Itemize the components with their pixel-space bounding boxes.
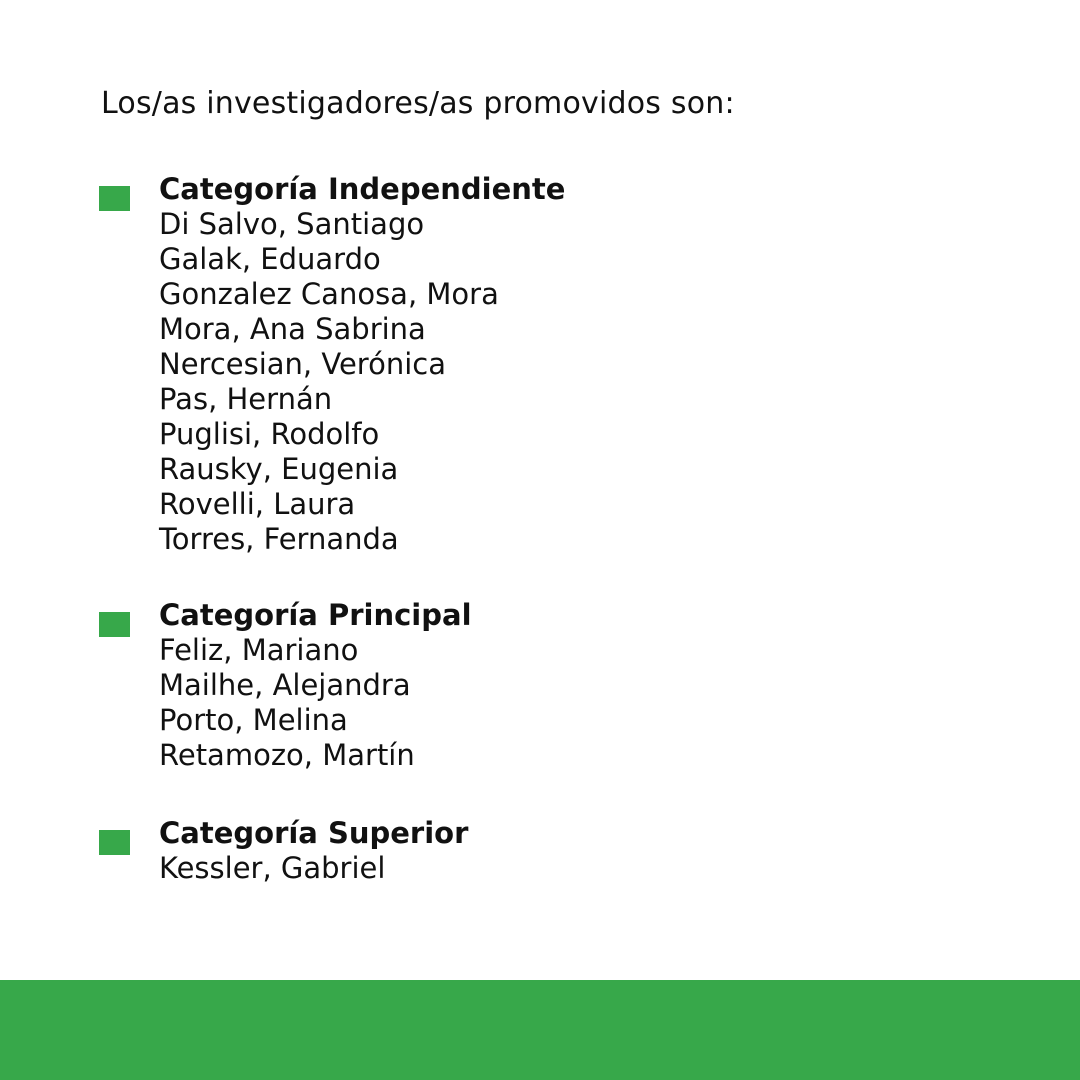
intro-heading: Los/as investigadores/as promovidos son: <box>101 86 735 121</box>
researcher-name: Galak, Eduardo <box>159 242 381 276</box>
researcher-name: Feliz, Mariano <box>159 633 359 667</box>
researcher-name: Torres, Fernanda <box>159 522 399 556</box>
researcher-name: Di Salvo, Santiago <box>159 207 425 241</box>
researcher-name: Mailhe, Alejandra <box>159 668 411 702</box>
researcher-name: Gonzalez Canosa, Mora <box>159 277 499 311</box>
researcher-name: Puglisi, Rodolfo <box>159 417 380 451</box>
category-title: Categoría Principal <box>159 598 472 632</box>
researcher-name: Retamozo, Martín <box>159 738 415 772</box>
category-body <box>159 172 565 557</box>
footer-green-bar <box>0 980 1080 1080</box>
green-square-bullet-icon <box>99 186 130 211</box>
green-square-bullet-icon <box>99 612 130 637</box>
researcher-name: Porto, Melina <box>159 703 348 737</box>
researcher-name: Nercesian, Verónica <box>159 347 446 381</box>
researcher-name: Mora, Ana Sabrina <box>159 312 426 346</box>
researcher-name: Rovelli, Laura <box>159 487 356 521</box>
category-body <box>159 816 468 886</box>
researcher-name: Kessler, Gabriel <box>159 851 386 885</box>
researcher-name: Rausky, Eugenia <box>159 452 399 486</box>
green-square-bullet-icon <box>99 830 130 855</box>
category-body <box>159 598 472 773</box>
category-title: Categoría Superior <box>159 816 469 850</box>
researcher-name: Pas, Hernán <box>159 382 333 416</box>
category-title: Categoría Independiente <box>159 172 566 206</box>
